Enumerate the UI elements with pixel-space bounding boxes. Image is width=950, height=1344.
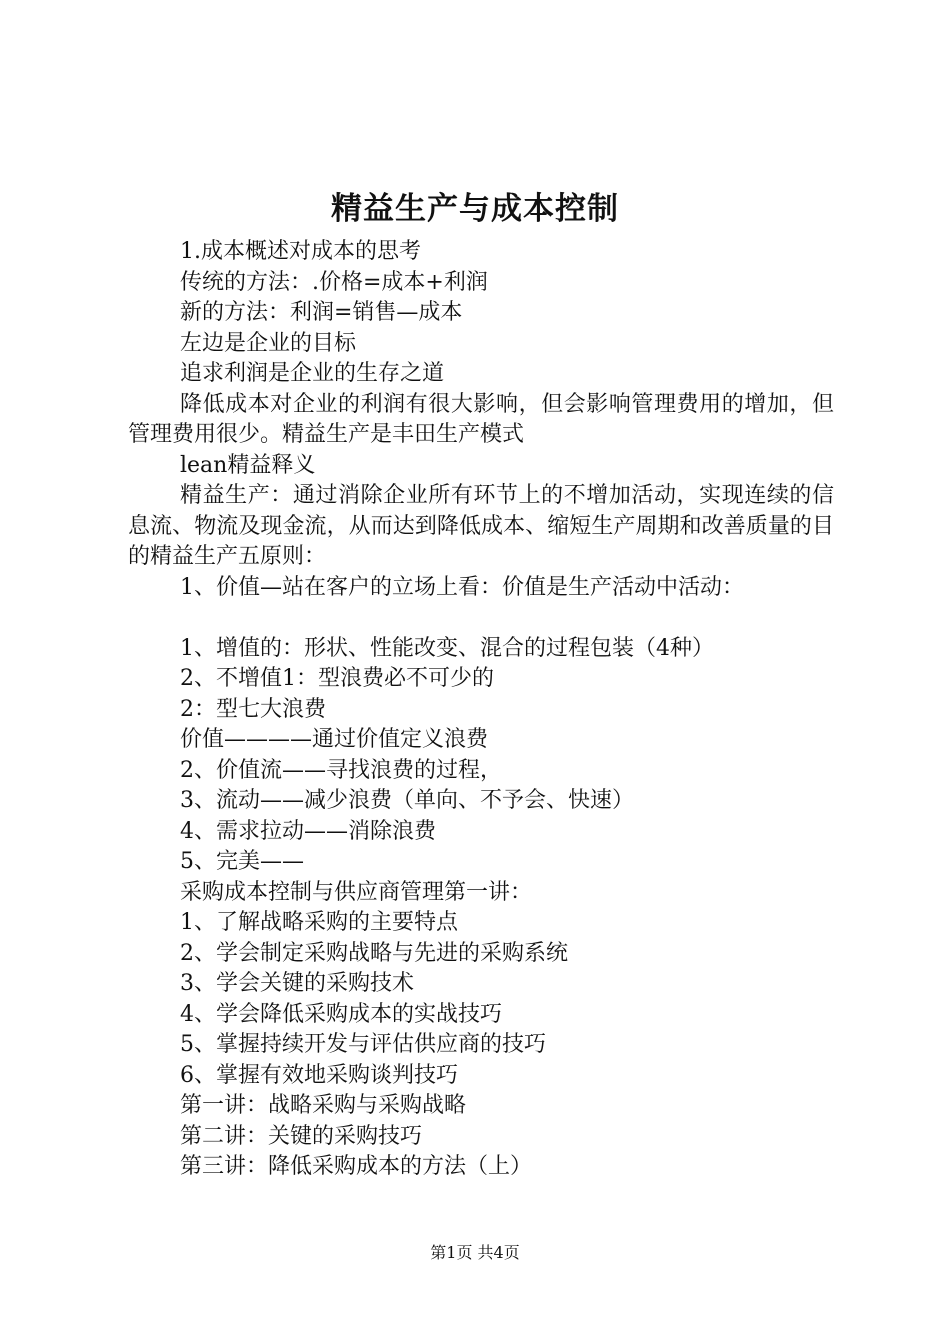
- paragraph-27: 第二讲：关键的采购技巧: [180, 1123, 423, 1149]
- paragraph-4: 左边是企业的目标: [180, 330, 357, 356]
- document-title: 精益生产与成本控制: [331, 191, 619, 227]
- paragraph-13: 2：型七大浪费: [180, 696, 326, 722]
- paragraph-15: 2、价值流——寻找浪费的过程，: [180, 757, 502, 783]
- paragraph-14: 价值————通过价值定义浪费: [180, 727, 489, 752]
- paragraph-11: 1、增值的：形状、性能改变、混合的过程包装（4种）: [180, 635, 714, 661]
- paragraph-16: 3、流动——减少浪费（单向、不予会、快速）: [180, 788, 634, 813]
- paragraph-8: 精益生产：通过消除企业所有环节上的不增加活动，实现连续的信息流、物流及现金流，从而达到降低成本、缩短生产周期和改善质量的目的精益生产五原则：: [128, 483, 834, 569]
- paragraph-21: 2、学会制定采购战略与先进的采购系统: [180, 940, 568, 966]
- paragraph-17: 4、需求拉动——消除浪费: [180, 818, 436, 844]
- paragraph-24: 5、掌握持续开发与评估供应商的技巧: [180, 1032, 546, 1057]
- blank-line: [128, 603, 834, 634]
- paragraph-25: 6、掌握有效地采购谈判技巧: [180, 1062, 458, 1088]
- paragraph-28: 第三讲：降低采购成本的方法（上）: [180, 1154, 533, 1179]
- paragraph-5: 追求利润是企业的生存之道: [180, 361, 445, 386]
- paragraph-26: 第一讲：战略采购与采购战略: [180, 1093, 467, 1118]
- document-body: [128, 237, 834, 1183]
- paragraph-3: 新的方法：利润=销售—成本: [180, 300, 463, 325]
- paragraph-18: 5、完美——: [180, 849, 304, 874]
- paragraph-23: 4、学会降低采购成本的实战技巧: [180, 1001, 502, 1027]
- paragraph-12: 2、不增值1：型浪费必不可少的: [180, 666, 494, 691]
- paragraph-22: 3、学会关键的采购技术: [180, 971, 414, 996]
- paragraph-2: 传统的方法：.价格=成本+利润: [180, 269, 488, 295]
- paragraph-19: 采购成本控制与供应商管理第一讲：: [180, 879, 533, 905]
- paragraph-20: 1、了解战略采购的主要特点: [180, 910, 458, 935]
- page-footer: 第1页 共4页: [430, 1243, 520, 1262]
- paragraph-6: 降低成本对企业的利润有很大影响，但会影响管理费用的增加，但管理费用很少。精益生产是丰田生产模式: [128, 391, 834, 447]
- paragraph-1: 1.成本概述对成本的思考: [180, 239, 421, 264]
- paragraph-9: 1、价值—站在客户的立场上看：价值是生产活动中活动：: [180, 574, 744, 600]
- paragraph-7: lean精益释义: [180, 452, 316, 478]
